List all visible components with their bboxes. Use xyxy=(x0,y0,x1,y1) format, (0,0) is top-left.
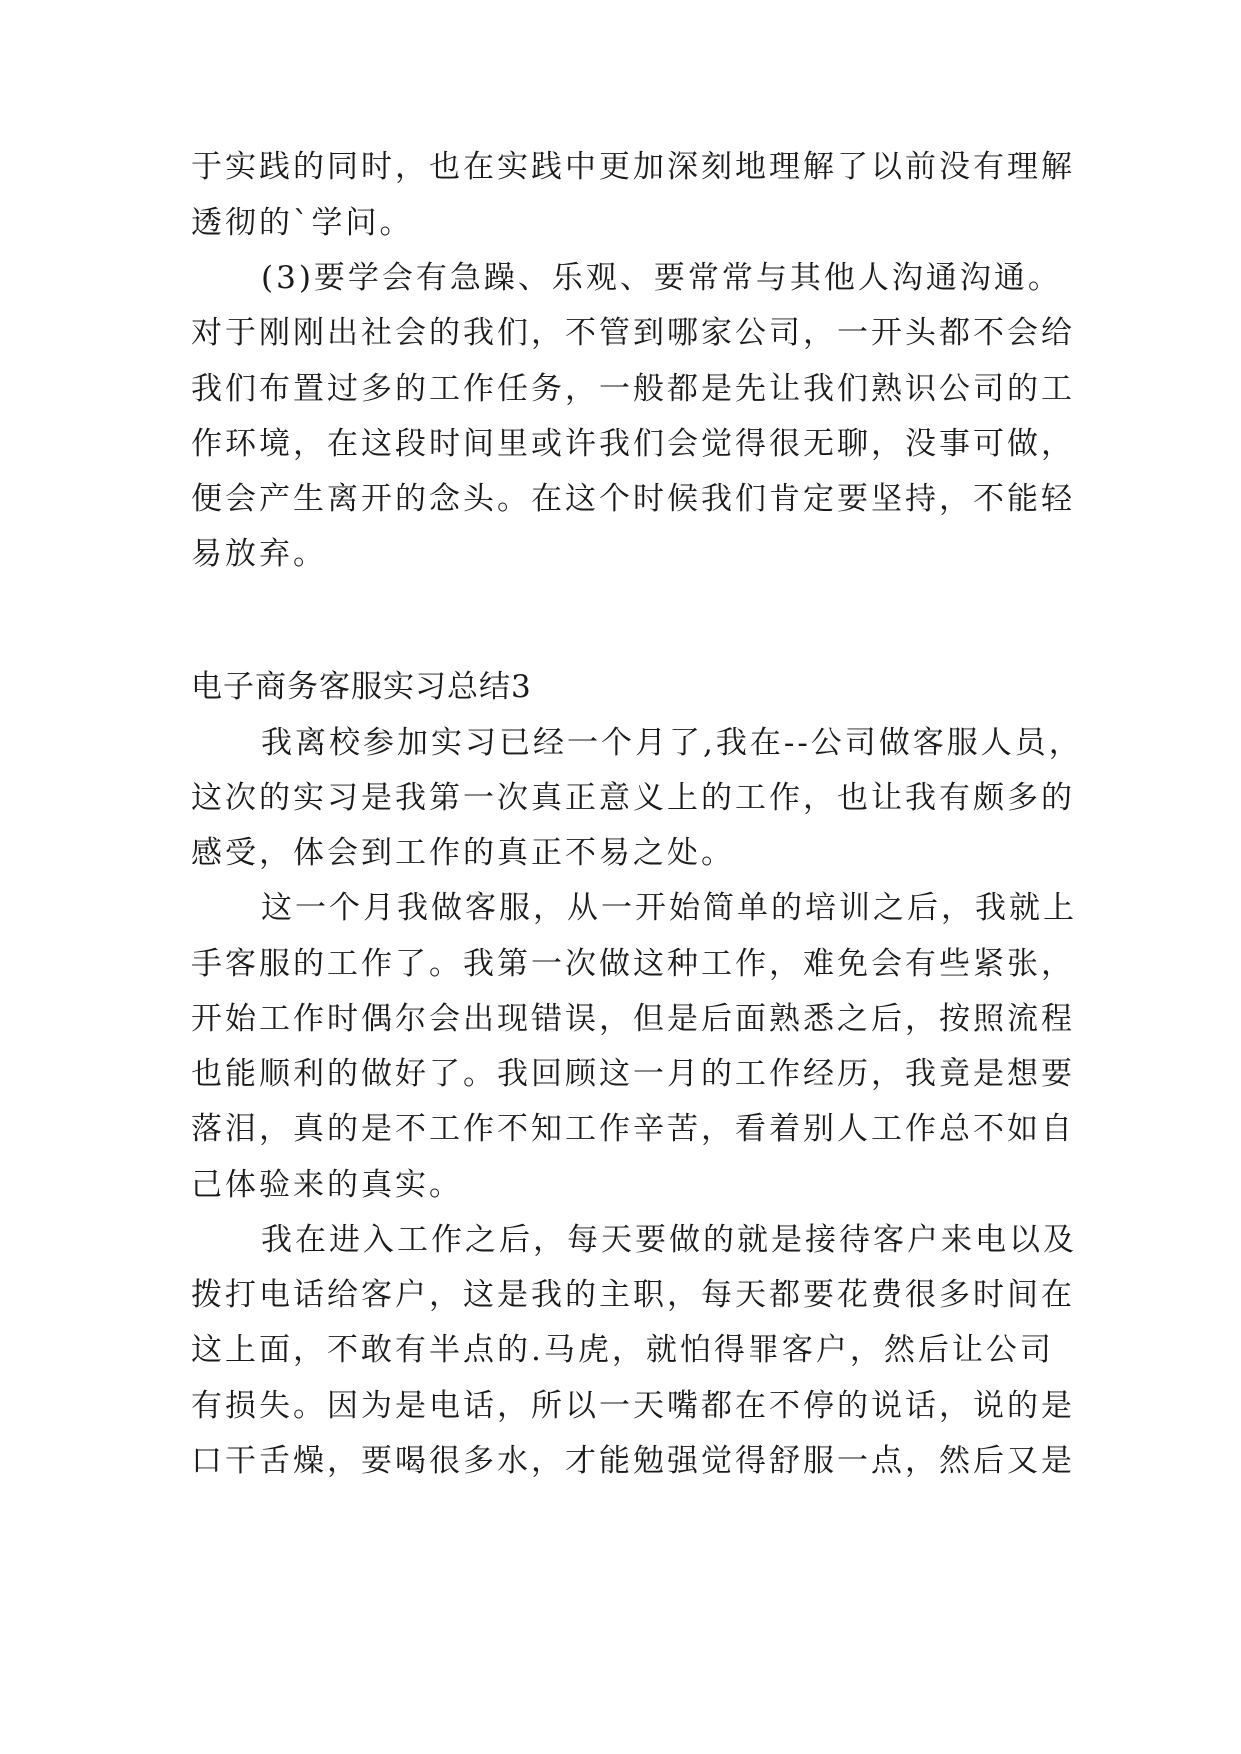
text-line: 这上面，不敢有半点的.马虎，就怕得罪客户，然后让公司 xyxy=(191,1332,1054,1368)
text-line: 感受，体会到工作的真正不易之处。 xyxy=(191,835,735,871)
paragraph-start-line: (3)要学会有急躁、乐观、要常常与其他人沟通沟通。 xyxy=(261,260,1062,296)
text-line: 易放弃。 xyxy=(191,536,327,572)
text-line: 落泪，真的是不工作不知工作辛苦，看着别人工作总不如自 xyxy=(191,1111,1075,1147)
text-line: 手客服的工作了。我第一次做这种工作，难免会有些紧张， xyxy=(191,946,1075,982)
text-line: 作环境，在这段时间里或许我们会觉得很无聊，没事可做， xyxy=(191,426,1075,462)
text-line: 对于刚刚出社会的我们，不管到哪家公司，一开头都不会给 xyxy=(191,315,1075,351)
text-line: 于实践的同时，也在实践中更加深刻地理解了以前没有理解 xyxy=(191,149,1075,185)
text-line: 己体验来的真实。 xyxy=(191,1167,463,1203)
text-line: 拨打电话给客户，这是我的主职，每天都要花费很多时间在 xyxy=(191,1277,1075,1313)
text-line: 开始工作时偶尔会出现错误，但是后面熟悉之后，按照流程 xyxy=(191,1001,1075,1037)
text-line: 口干舌燥，要喝很多水，才能勉强觉得舒服一点，然后又是 xyxy=(191,1443,1075,1479)
text-line: 透彻的`学问。 xyxy=(191,205,414,241)
text-line: 有损失。因为是电话，所以一天嘴都在不停的说话，说的是 xyxy=(191,1388,1075,1424)
paragraph-start-line: 我在进入工作之后，每天要做的就是接待客户来电以及 xyxy=(261,1222,1077,1258)
paragraph-start-line: 我离校参加实习已经一个月了,我在--公司做客服人员， xyxy=(261,725,1083,761)
section-heading: 电子商务客服实习总结3 xyxy=(191,669,532,705)
text-line: 便会产生离开的念头。在这个时候我们肯定要坚持，不能轻 xyxy=(191,481,1075,517)
text-line: 这次的实习是我第一次真正意义上的工作，也让我有颇多的 xyxy=(191,780,1075,816)
text-line: 也能顺利的做好了。我回顾这一月的工作经历，我竟是想要 xyxy=(191,1056,1075,1092)
paragraph-start-line: 这一个月我做客服，从一开始简单的培训之后，我就上 xyxy=(261,890,1077,926)
text-line: 我们布置过多的工作任务，一般都是先让我们熟识公司的工 xyxy=(191,371,1075,407)
